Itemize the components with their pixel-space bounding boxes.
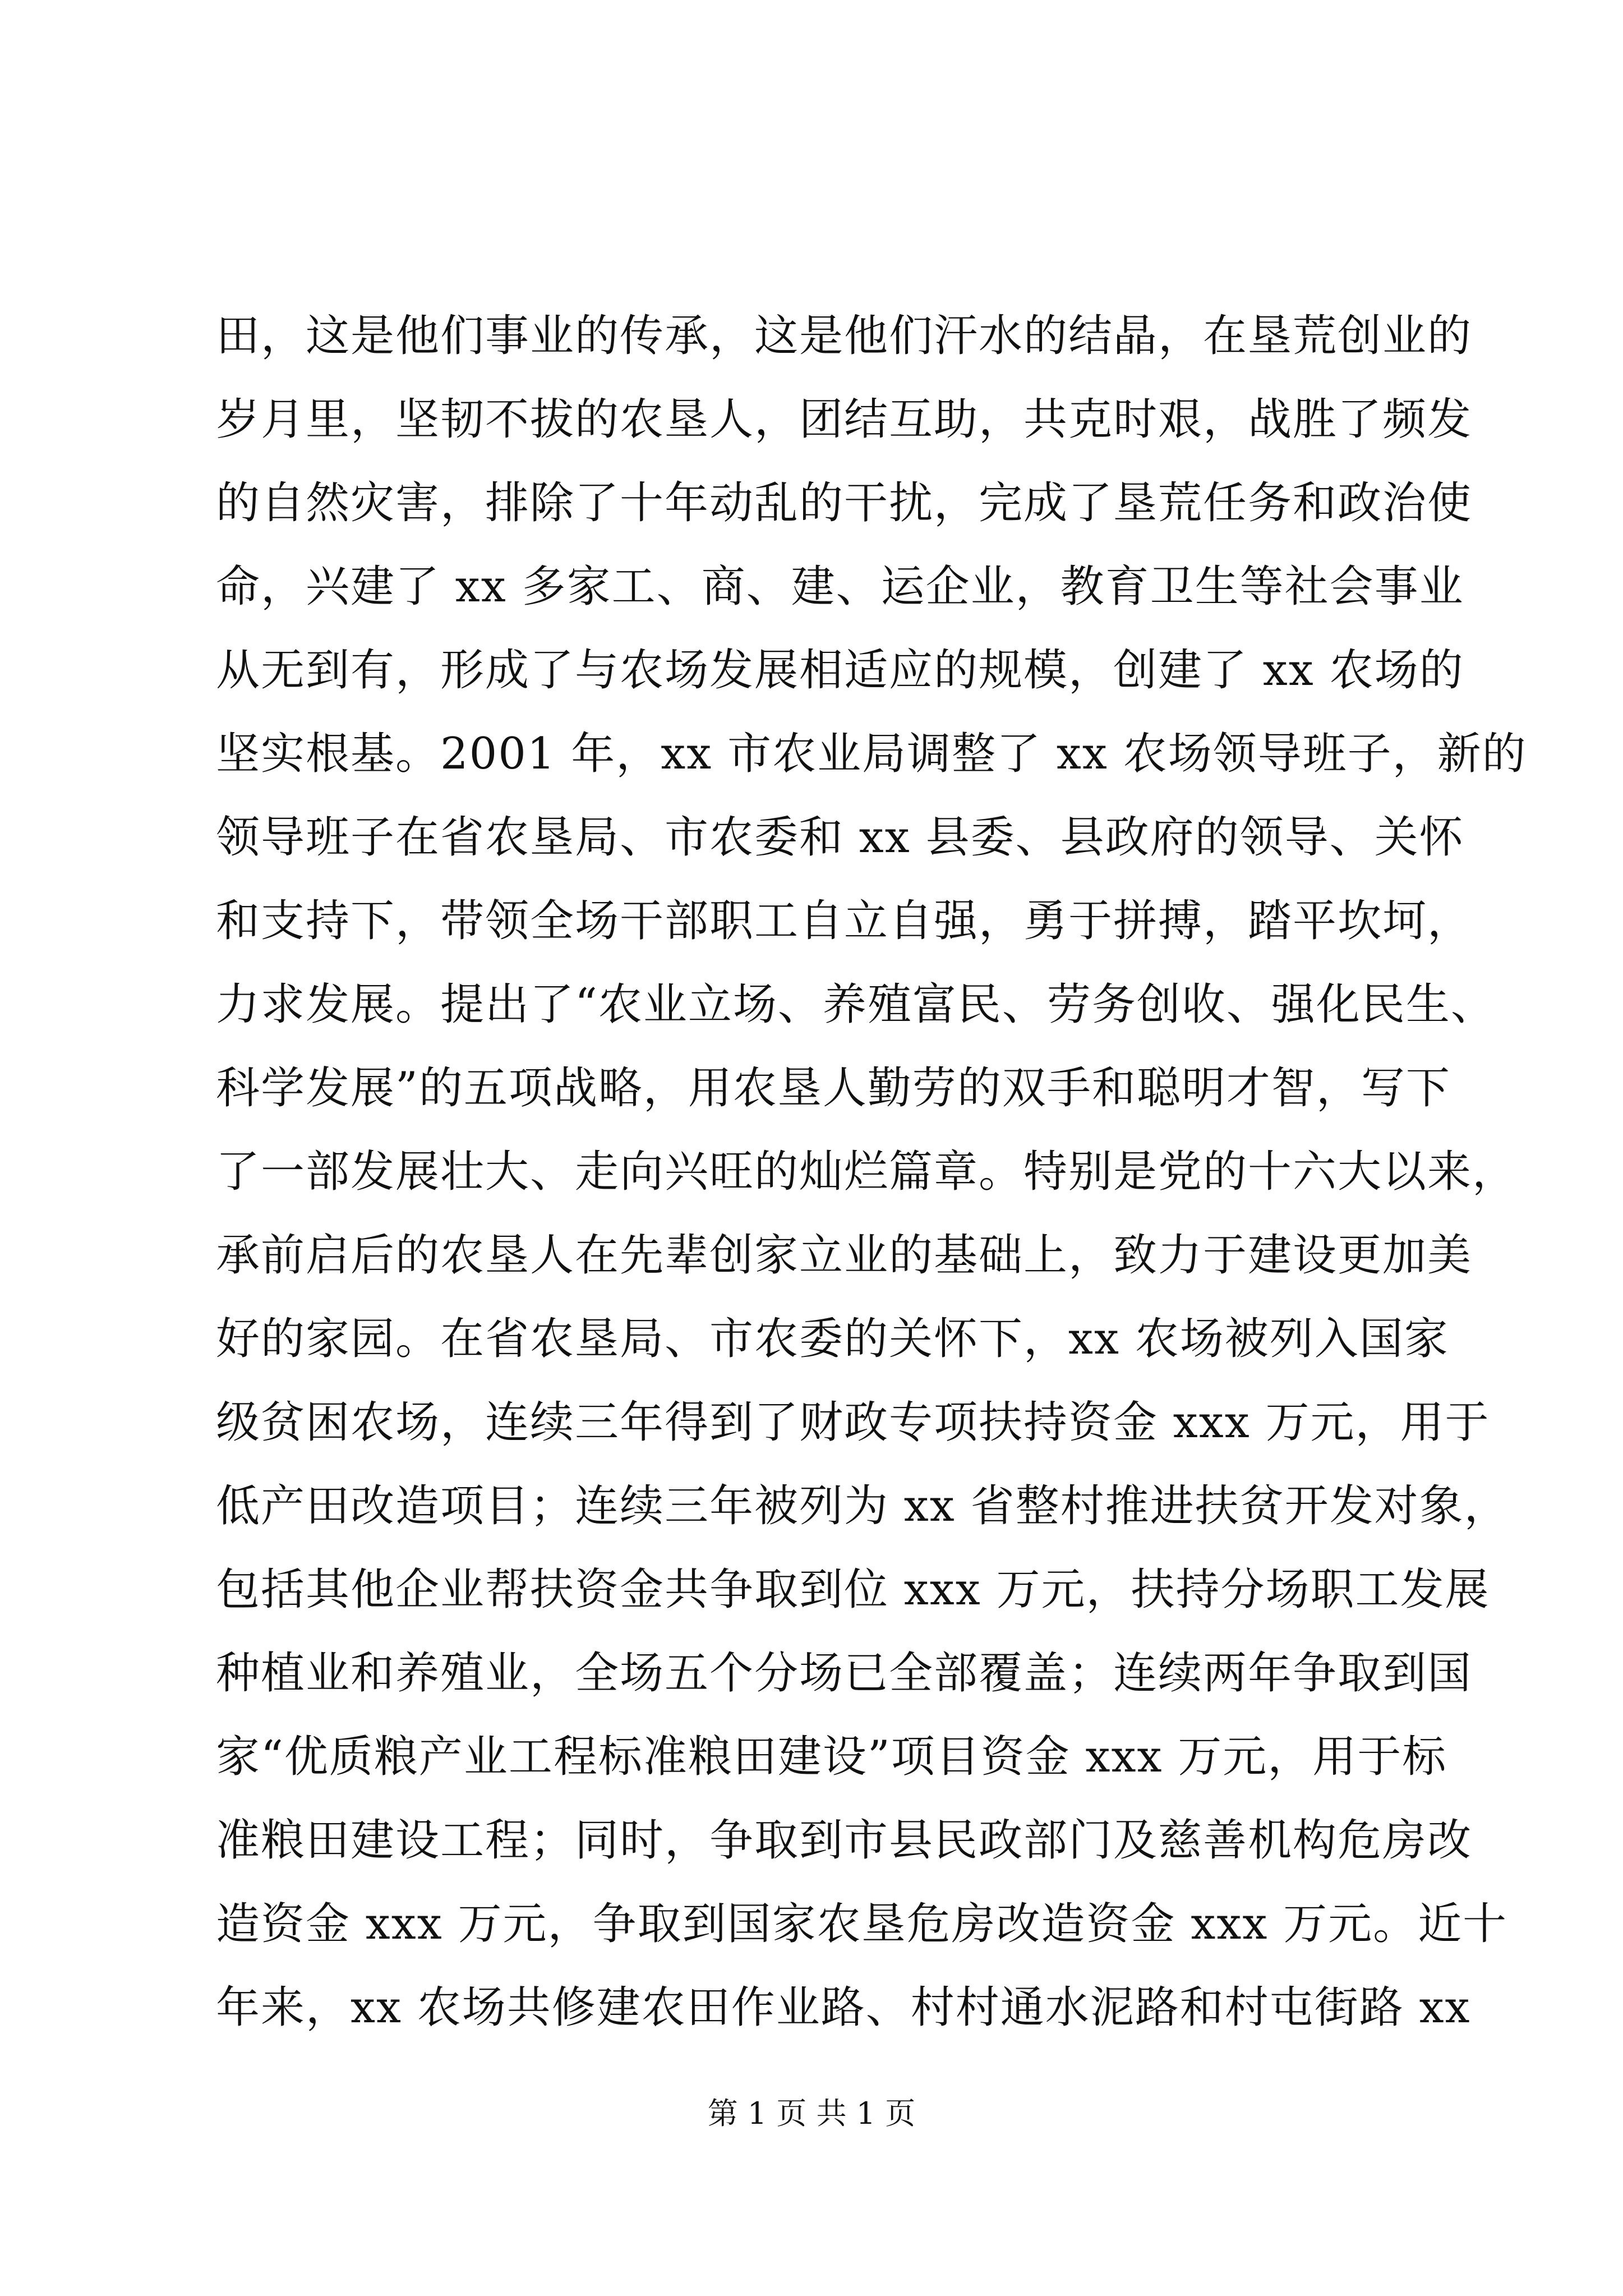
text-line: 从无到有，形成了与农场发展相适应的规模，创建了 xx 农场的 <box>216 645 1464 696</box>
text-line: 田，这是他们事业的传承，这是他们汗水的结晶，在垦荒创业的 <box>216 311 1473 361</box>
text-line: 造资金 xxx 万元，争取到国家农垦危房改造资金 xxx 万元。近十 <box>216 1899 1508 1949</box>
text-line: 了一部发展壮大、走向兴旺的灿烂篇章。特别是党的十六大以来， <box>216 1147 1518 1197</box>
body-text <box>216 295 1527 2050</box>
text-line: 岁月里，坚韧不拔的农垦人，团结互助，共克时艰，战胜了频发 <box>216 394 1473 445</box>
text-line: 坚实根基。2001 年，xx 市农业局调整了 xx 农场领导班子，新的 <box>216 729 1527 779</box>
text-line: 低产田改造项目；连续三年被列为 xx 省整村推进扶贫开发对象， <box>216 1481 1509 1531</box>
text-line: 科学发展”的五项战略，用农垦人勤劳的双手和聪明才智，写下 <box>216 1063 1451 1114</box>
text-line: 年来，xx 农场共修建农田作业路、村村通水泥路和村屯街路 xx <box>216 1982 1471 2033</box>
text-line: 包括其他企业帮扶资金共争取到位 xxx 万元，扶持分场职工发展 <box>216 1565 1490 1615</box>
text-line: 的自然灾害，排除了十年动乱的干扰，完成了垦荒任务和政治使 <box>216 478 1473 528</box>
text-line: 好的家园。在省农垦局、市农委的关怀下，xx 农场被列入国家 <box>216 1314 1449 1364</box>
text-line: 家“优质粮产业工程标准粮田建设”项目资金 xxx 万元，用于标 <box>216 1732 1447 1782</box>
text-line: 级贫困农场，连续三年得到了财政专项扶持资金 xxx 万元，用于 <box>216 1397 1490 1448</box>
text-line: 力求发展。提出了“农业立场、养殖富民、劳务创收、强化民生、 <box>216 979 1496 1030</box>
page-number: 第 1 页 共 1 页 <box>707 2096 916 2131</box>
text-line: 准粮田建设工程；同时，争取到市县民政部门及慈善机构危房改 <box>216 1815 1473 1866</box>
page-footer <box>0 2091 1623 2136</box>
text-line: 和支持下，带领全场干部职工自立自强，勇于拼搏，踏平坎坷， <box>216 896 1473 946</box>
text-line: 领导班子在省农垦局、市农委和 xx 县委、县政府的领导、关怀 <box>216 812 1464 863</box>
text-line: 命，兴建了 xx 多家工、商、建、运企业，教育卫生等社会事业 <box>216 562 1464 612</box>
text-line: 种植业和养殖业，全场五个分场已全部覆盖；连续两年争取到国 <box>216 1648 1473 1699</box>
text-line: 承前启后的农垦人在先辈创家立业的基础上，致力于建设更加美 <box>216 1230 1473 1281</box>
